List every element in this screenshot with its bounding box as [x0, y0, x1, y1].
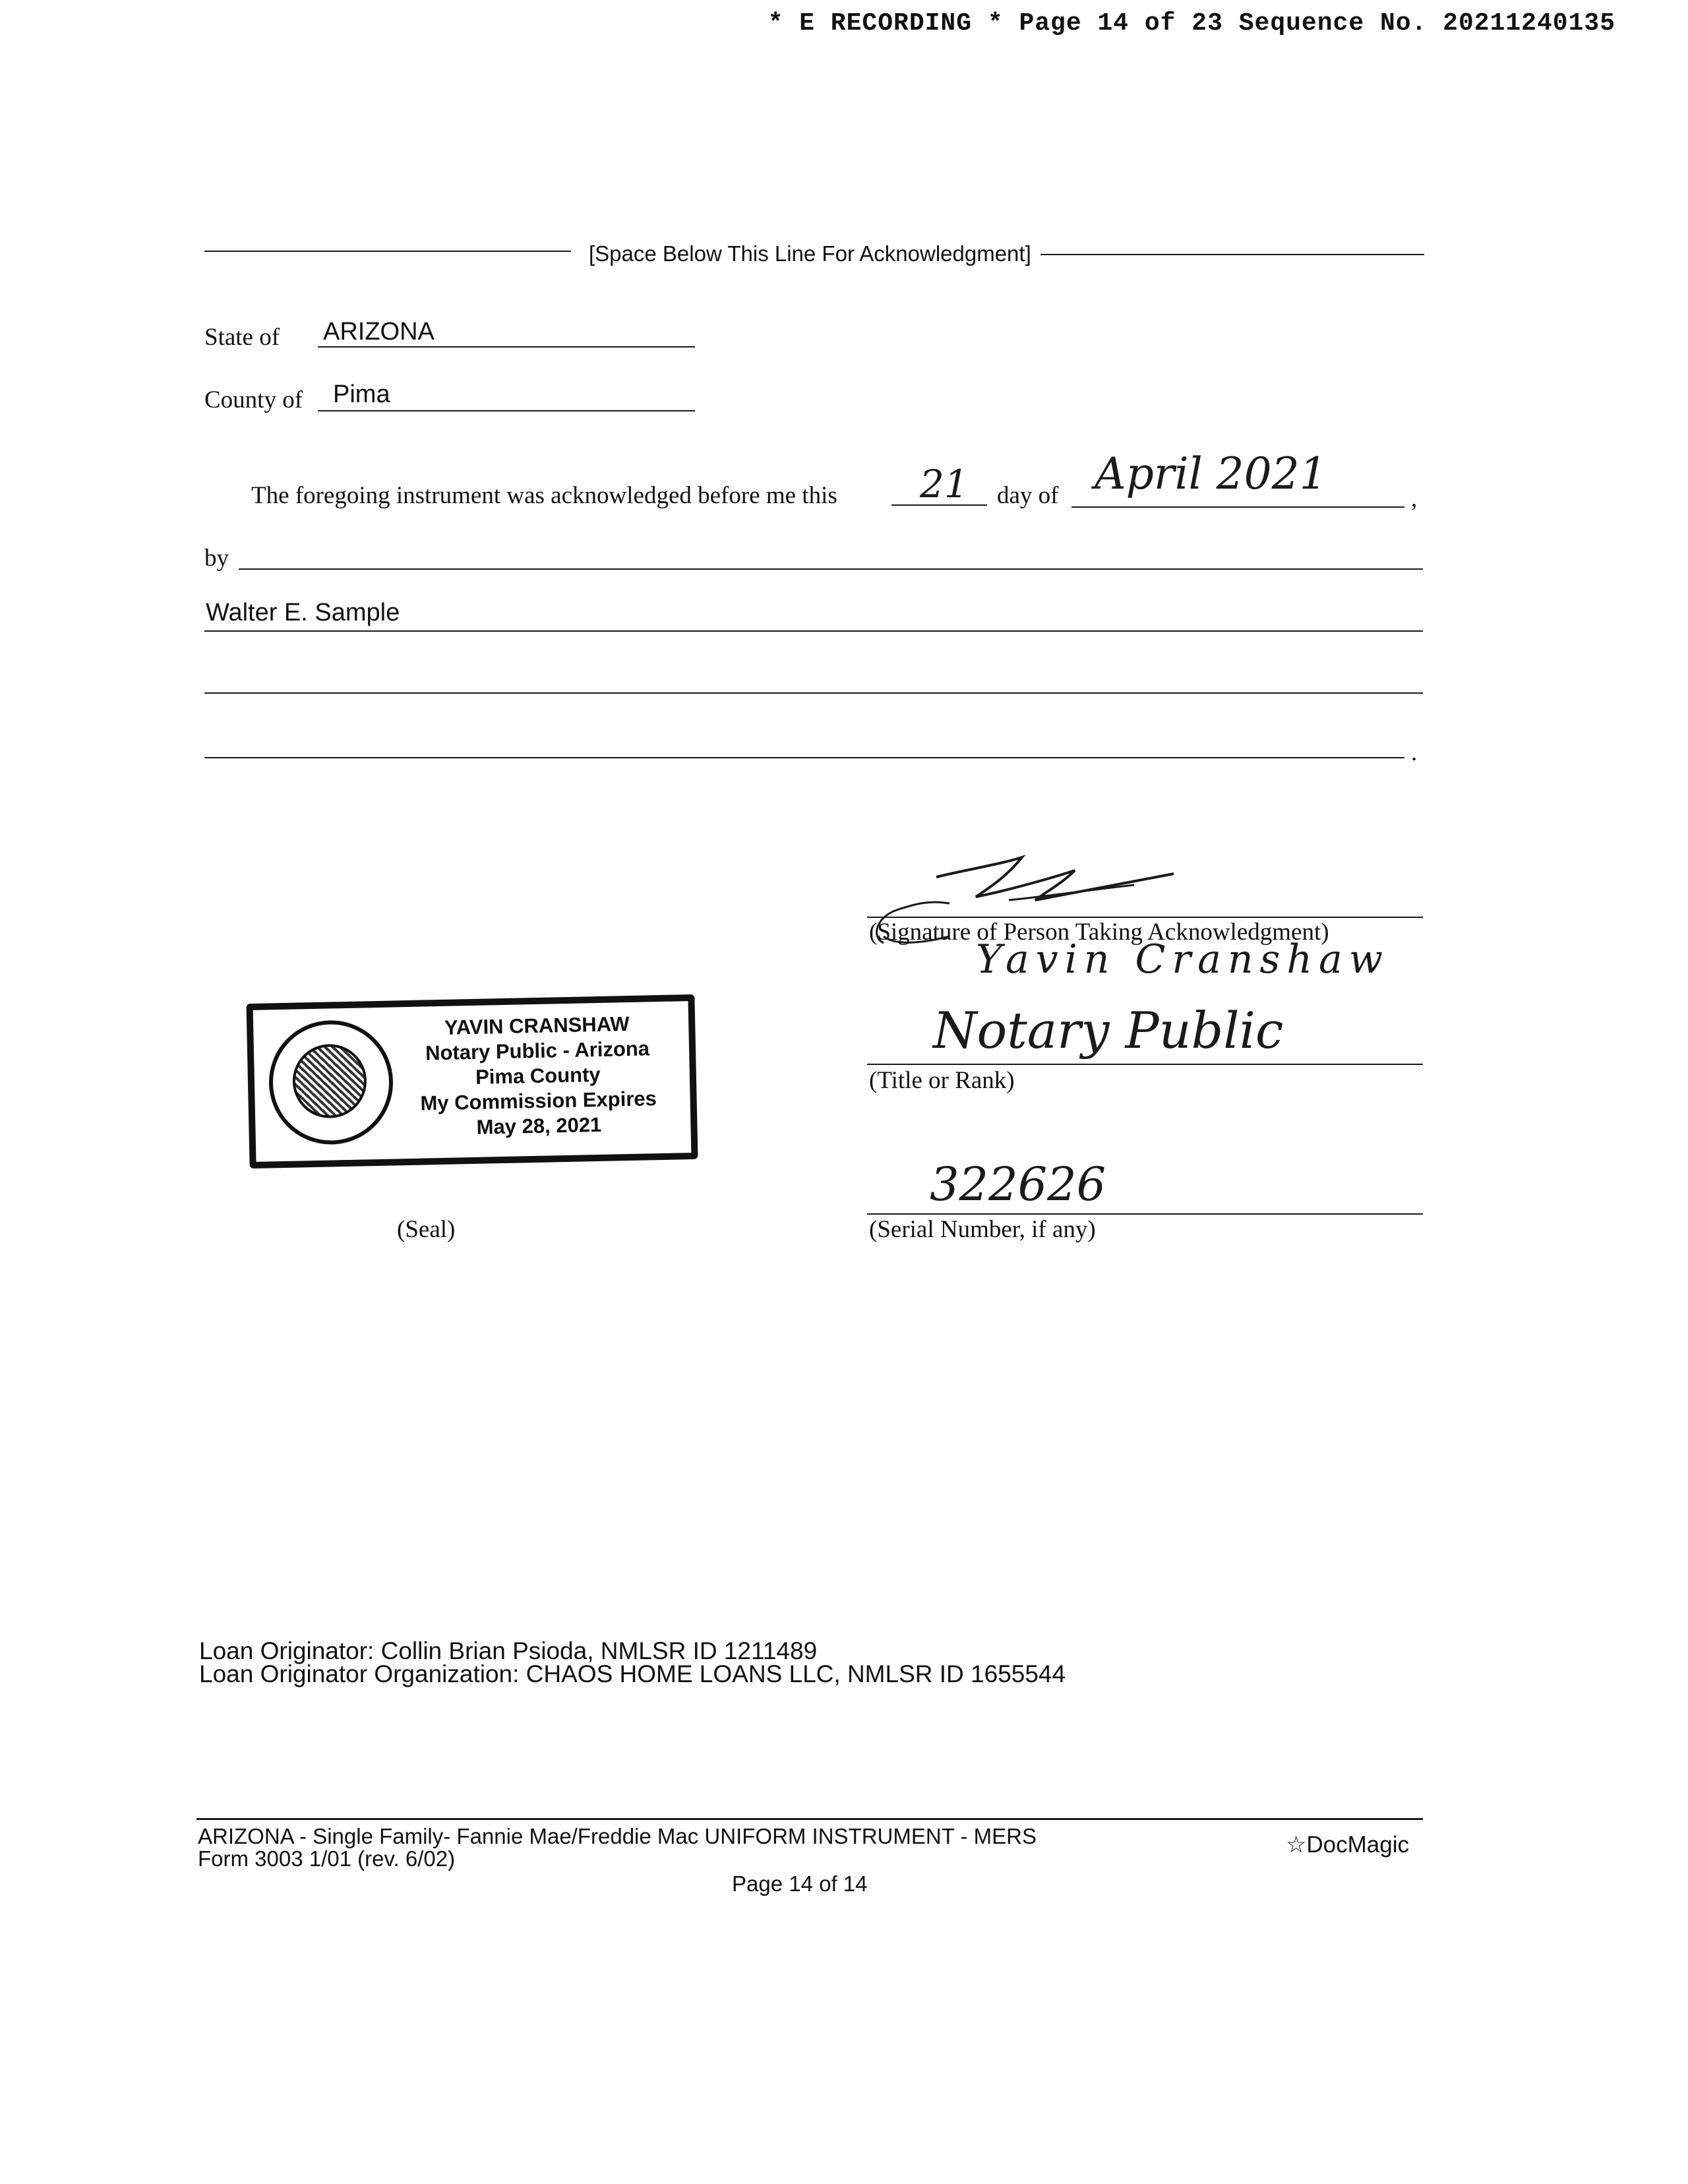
loan-originator-org: Loan Originator Organization: CHAOS HOME LOANS LLC, NMLSR ID 1655544 [199, 1660, 1066, 1687]
day-of-label: day of [997, 482, 1059, 509]
seal-label: (Seal) [397, 1216, 456, 1243]
brand-label: DocMagic [1306, 1832, 1409, 1858]
by-underline [239, 568, 1423, 570]
ack-rule-right [1040, 254, 1424, 255]
blank-line-1 [204, 692, 1423, 694]
footer-line1: ARIZONA - Single Family- Fannie Mae/Freddie Mac UNIFORM INSTRUMENT - MERS [198, 1824, 1037, 1848]
serial-caption: (Serial Number, if any) [869, 1216, 1096, 1243]
county-value: Pima [333, 380, 390, 408]
notary-stamp [246, 994, 698, 1168]
recording-header: * E RECORDING * Page 14 of 23 Sequence No. 20211240135 [768, 9, 1615, 38]
serial-underline [867, 1213, 1423, 1215]
stamp-expiry: May 28, 2021 [476, 1112, 602, 1139]
month-year-value: April 2021 [1095, 448, 1327, 499]
stamp-name: YAVIN CRANSHAW [444, 1012, 630, 1039]
title-handwritten: Notary Public [933, 1001, 1284, 1060]
state-value: ARIZONA [323, 318, 435, 346]
blank-line-2 [204, 757, 1404, 758]
county-label: County of [204, 386, 303, 413]
state-label: State of [204, 324, 280, 351]
state-underline [318, 346, 695, 348]
signer-name: Walter E. Sample [206, 599, 400, 626]
footer-page: Page 14 of 14 [732, 1871, 868, 1896]
day-value: 21 [920, 462, 969, 506]
docmagic-brand [1286, 1832, 1409, 1858]
serial-handwritten: 322626 [930, 1157, 1106, 1211]
title-caption: (Title or Rank) [869, 1067, 1015, 1094]
ack-line-label: [Space Below This Line For Acknowledgment] [589, 241, 1031, 266]
printed-name-handwritten: Yavin Cranshaw [976, 936, 1390, 983]
foregoing-text: The foregoing instrument was acknowledged before me this [251, 482, 837, 509]
title-underline [867, 1064, 1423, 1065]
star-outline-icon: ☆ [1286, 1832, 1307, 1858]
county-underline [318, 410, 695, 411]
state-seal-icon [268, 1019, 394, 1146]
stamp-county: Pima County [475, 1062, 601, 1089]
comma: , [1411, 485, 1418, 512]
end-period: . [1411, 739, 1418, 766]
by-label: by [204, 545, 229, 572]
stamp-title: Notary Public - Arizona [425, 1037, 650, 1065]
name-underline [204, 630, 1423, 632]
signature-caption: (Signature of Person Taking Acknowledgment) [869, 919, 1329, 946]
stamp-commission: My Commission Expires [420, 1087, 657, 1115]
month-underline [1071, 506, 1404, 508]
ack-rule-left [204, 251, 571, 252]
footer-rule [196, 1818, 1423, 1820]
loan-originator: Loan Originator: Collin Brian Psioda, NMLSR ID 1211489 [199, 1637, 818, 1664]
footer-line2: Form 3003 1/01 (rev. 6/02) [198, 1846, 456, 1871]
